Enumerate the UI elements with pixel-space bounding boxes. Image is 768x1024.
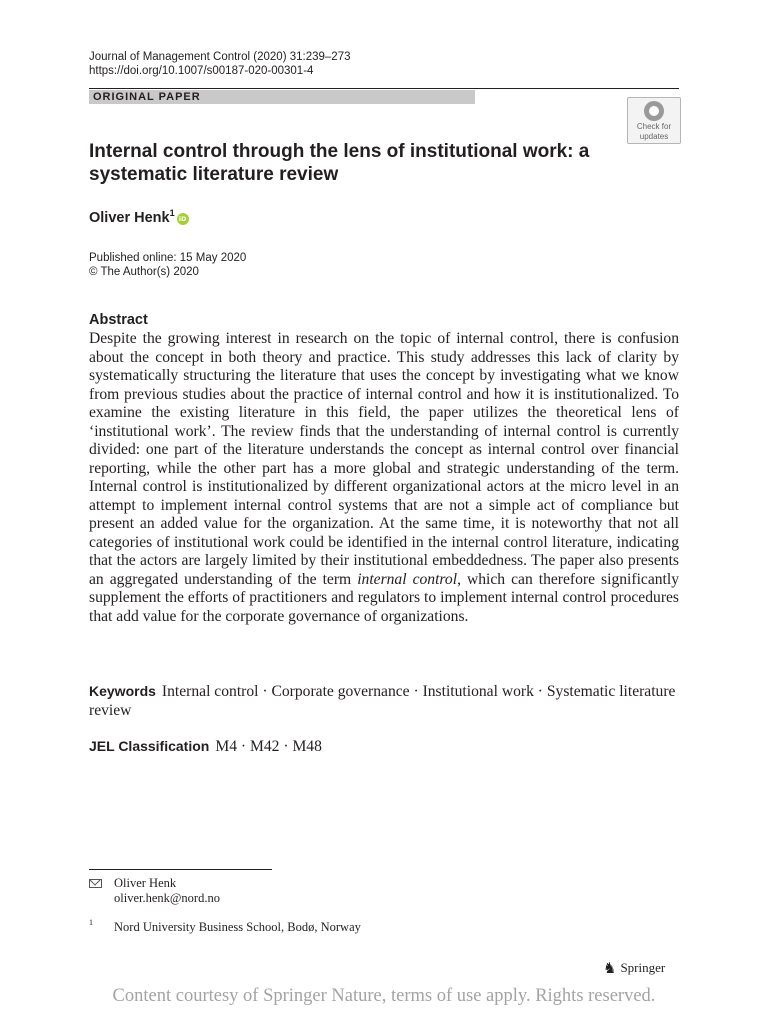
- author-affil-sup: 1: [169, 208, 175, 218]
- footnote-rule: [89, 869, 272, 870]
- springer-logo: [603, 959, 665, 978]
- abstract-heading: Abstract: [89, 312, 148, 328]
- author-line: [89, 208, 189, 226]
- keywords-label: Keywords: [89, 683, 156, 699]
- orcid-icon[interactable]: iD: [177, 213, 189, 225]
- jel-label: JEL Classification: [89, 738, 210, 754]
- affiliation-sup: 1: [89, 918, 93, 927]
- check-for-updates-badge[interactable]: [627, 97, 681, 144]
- published-date: Published online: 15 May 2020: [89, 252, 247, 264]
- header-rule: [89, 88, 679, 89]
- envelope-icon: [89, 879, 102, 888]
- check-updates-label-1: Check for: [636, 122, 672, 131]
- corresponding-author-name: Oliver Henk: [114, 876, 177, 890]
- author-name: Oliver Henk: [89, 209, 170, 226]
- check-updates-icon: [644, 101, 664, 121]
- corresponding-author-email[interactable]: oliver.henk@nord.no: [114, 891, 220, 905]
- jel-codes: M4 · M42 · M48: [215, 738, 322, 755]
- springer-horse-icon: ♞: [603, 961, 617, 977]
- doi-link[interactable]: https://doi.org/10.1007/s00187-020-00301-4: [89, 65, 314, 77]
- jel-block: [89, 737, 322, 757]
- check-updates-label-2: updates: [639, 132, 669, 141]
- abstract-italic-term: internal control: [357, 570, 458, 588]
- abstract-text: [89, 330, 679, 626]
- keywords-text: Internal control · Corporate governance · Institutional work · Systematic literature review: [89, 683, 676, 719]
- journal-citation: Journal of Management Control (2020) 31:239–273: [89, 51, 351, 63]
- abstract-text-part-2: , which can therefore significantly supplement the efforts of practitioners and regulators to implement internal control procedures that add value for the corporate governance of organizations.: [89, 570, 679, 625]
- article-title: Internal control through the lens of institutional work: a systematic literature review: [89, 141, 590, 185]
- article-type-band: ORIGINAL PAPER: [89, 90, 475, 104]
- abstract-text-part-1: Despite the growing interest in research on the topic of internal control, there is confusion about the concept in both theory and practice. This study addresses this lack of clarity by systematically structuring the literature that uses the concept by investigating what we know from previous studies about the practice of internal control and how it is institutionalized. To examine the existing literature in this field, the paper utilizes the theoretical lens of ‘institutional work’. The review finds that the understanding of internal control is currently divided: one part of the literature understands the concept as internal control over financial reporting, while the other part has a more global and strategic understanding of the term. Internal control is institutionalized by different organizational actors at the micro level in an attempt to implement internal control systems that are not a simple act of compliance but present an added value for the organization. At the same time, it is noteworthy that not all categories of institutional work could be identified in the internal control literature, indicating that the actors are largely limited by their institutional embeddedness. The paper also presents an aggregated understanding of the term: [89, 330, 679, 588]
- springer-wordmark: Springer: [620, 960, 666, 975]
- affiliation-text: Nord University Business School, Bodø, Norway: [114, 920, 361, 934]
- copyright-line: © The Author(s) 2020: [89, 266, 199, 278]
- courtesy-notice: Content courtesy of Springer Nature, terms of use apply. Rights reserved.: [112, 986, 656, 1006]
- keywords-block: [89, 682, 679, 720]
